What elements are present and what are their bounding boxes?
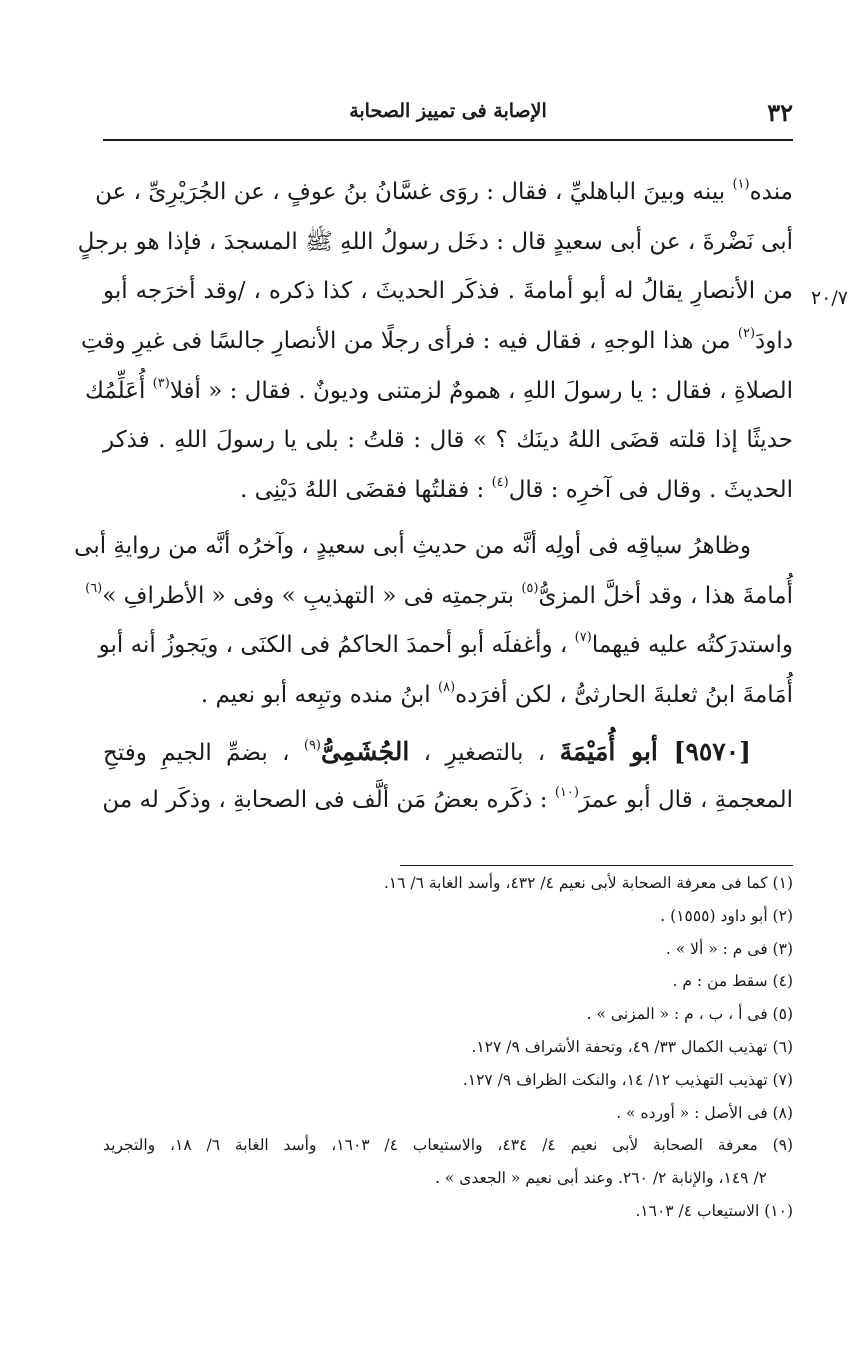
text-line: الصلاةِ ، فقال : يا رسولَ اللهِ ، همومٌ لزمتنى وديونٌ . فقال : « أفلا$^{(٣)}$ أُعَلِّمُك [84,375,793,404]
footnote-marker: (٦) [85,580,103,596]
footnote: (٧) تهذيب التهذيب ١٢/ ١٤، والنكت الظراف ٩/ ١٢٧. [462,1070,793,1089]
text-line: أُمامةَ هذا ، وقد أخلَّ المزىُّ$^{(٥)}$ بترجمتِه فى « التهذيبِ » وفى « الأطرافِ »$^{(٦)}$ [85,580,793,609]
footnote: (١٠) الاستيعاب ٤/ ١٦٠٣. [635,1201,793,1220]
footnote-marker: (٣) [152,375,170,391]
footnote: (٢) أبو داود (١٥٥٥) . [660,906,793,925]
footnote: (٦) تهذيب الكمال ٣٣/ ٤٩، وتحفة الأشراف ٩/ ١٢٧. [471,1037,793,1056]
text-line: أبى نَضْرةَ ، عن أبى سعيدٍ قال : دخَل رسولُ اللهِ ﷺ المسجدَ ، فإذا هو برجلٍ [77,228,793,255]
text-line: داودَ$^{(٢)}$ من هذا الوجهِ ، فقال فيه : فرأى رجلًا من الأنصارِ جالسًا فى غيرِ وقتِ [80,326,793,355]
text-line: من الأنصارِ يقالُ له أبو أمامةَ . فذكَر الحديثَ ، كذا ذكره ، /وقد أخرَجه أبو [103,278,793,305]
footnote-marker: (١) [732,177,750,192]
footnote-marker: (٥) [521,580,539,596]
footnote-marker: (٩) [303,737,321,753]
text-line: أُمَامةَ ابنُ ثعلبةَ الحارثىُّ ، لكن أفرَده$^{(٨)}$ ابنُ منده وتبِعه أبو نعيم . [200,679,793,708]
text-line: المعجمةِ ، قال أبو عمرَ$^{(١٠)}$ : ذكَره بعضُ مَن ألَّف فى الصحابةِ ، وذكَر له من [102,785,793,814]
entry-nisba: الجُشَمِىُّ [321,736,410,766]
footnote-rule [400,865,793,866]
footnote: (٩) معرفة الصحابة لأبى نعيم ٤/ ٤٣٤، والاستيعاب ٤/ ١٦٠٣، وأسد الغابة ٦/ ١٨، والتجريد [103,1136,794,1155]
footnote: (٨) فى الأصل : « أورده » . [616,1103,793,1122]
footnote-marker: (١٠) [554,785,579,801]
text-line: واستدرَكتُه عليه فيهما$^{(٧)}$ ، وأغفلَه أبو أحمدَ الحاكمُ فى الكنَى ، ويَجوزُ أنه أبو [98,630,793,659]
footnote-marker: (٢) [737,326,756,342]
entry-number: [٩٥٧٠] [657,736,751,766]
running-title: الإصابة فى تمييز الصحابة [349,100,547,122]
footnotes [103,867,793,1228]
margin-volume-page-reference: ٢٠/٧ [810,287,848,309]
page-header [103,96,793,132]
text-line: حديثًا إذا قلته قضَى اللهُ دينَك ؟ » قال : قلتُ : بلى يا رسولَ اللهِ . فذكر [103,427,793,454]
header-rule [103,139,793,141]
footnote-marker: (٧) [574,630,592,646]
entry-name: أبو أُمَيْمَةَ [559,736,658,766]
footnote: (٣) فى م : « ألا » . [665,939,793,958]
footnote-marker: (٤) [491,475,509,491]
text-line: منده$^{(١)}$ بينه وبينَ الباهليِّ ، فقال : روَى غسَّانُ بنُ عوفٍ ، عن الجُرَيْرِىِّ ، عن [95,177,793,205]
text-line: وظاهرُ سياقِه فى أولِه أنَّه من حديثِ أبى سعيدٍ ، وآخرُه أنَّه من روايةِ أبى [74,532,751,559]
footnote: (١) كما فى معرفة الصحابة لأبى نعيم ٤/ ٤٣٢، وأسد الغابة ٦/ ١٦. [383,874,793,892]
footnote: (٤) سقط من : م . [672,972,793,991]
page-number: ٣٢ [767,98,793,127]
entry-heading-line: [٩٥٧٠] أبو أُمَيْمَةَ ، بالتصغيرِ ، الجُشَمِىُّ$^{(٩)}$ ، بضمِّ الجيمِ وفتحِ [103,736,751,766]
footnote-marker: (٨) [438,679,456,695]
footnote-continuation: ٢/ ١٤٩، والإنابة ٢/ ٢٦٠. وعند أبى نعيم « الجعدى » . [434,1169,767,1188]
footnote: (٥) فى أ ، ب ، م : « المزنى » . [586,1005,793,1024]
text-line: الحديثَ . وقال فى آخرِه : قال$^{(٤)}$ : فقلتُها فقضَى اللهُ دَيْنِى . [240,475,793,504]
main-text [74,168,793,826]
